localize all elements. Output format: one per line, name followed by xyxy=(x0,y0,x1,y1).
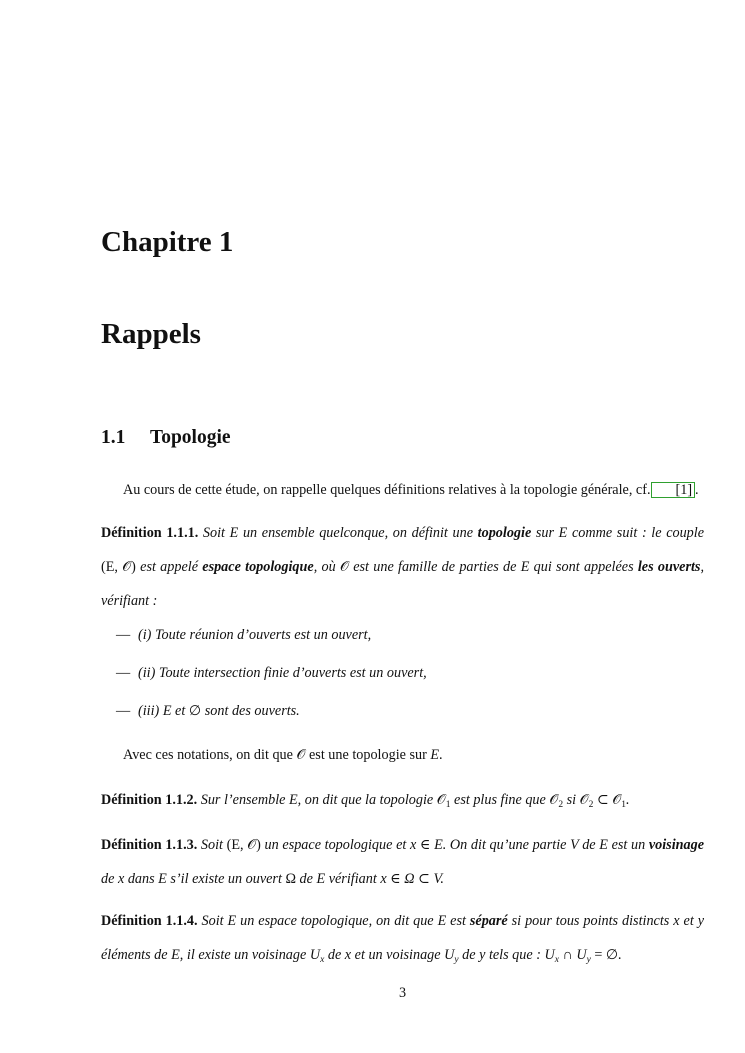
intro-paragraph: Au cours de cette étude, on rappelle quelques définitions relatives à la topologie générale, cf. [1] . xyxy=(123,482,699,498)
term-voisinage: voisinage xyxy=(648,837,705,853)
definition-label: Définition 1.1.4. xyxy=(101,913,198,929)
chapter-label: Chapitre 1 xyxy=(101,226,234,258)
chapter-title: Rappels xyxy=(101,318,201,350)
citation-link[interactable]: [1] xyxy=(651,482,696,498)
definition-1-1-4: Définition 1.1.4. Soit E un espace topologique, on dit que E est séparé si pour tous points distincts x et y éléments de E, il existe un voisinage $U_x$ de x et un voisinage $U_y$ de y tels que : $U_x$ ∩ $U_y$ = ∅. xyxy=(101,913,705,965)
list-item: — (iii) E et ∅ sont des ouverts. xyxy=(116,703,300,719)
list-item: — (i) Toute réunion d’ouverts est un ouvert, xyxy=(116,627,372,643)
page-number: 3 xyxy=(398,985,407,1001)
section-heading xyxy=(101,427,231,449)
term-topologie: topologie xyxy=(477,525,532,541)
definition-1-1-3: Définition 1.1.3. Soit (E, 𝒪) un espace topologique et x ∈ E. On dit qu’une partie V de E est un voisinage de x dans E s’il existe un ouvert Ω de E vérifiant x ∈ Ω ⊂ V. xyxy=(101,837,705,887)
note-paragraph: Avec ces notations, on dit que 𝒪 est une topologie sur E. xyxy=(123,747,443,763)
definition-1-1-1: Définition 1.1.1. Soit E un ensemble quelconque, on définit une topologie sur E comme suit : le couple (E, 𝒪) est appelé espace topologique, où 𝒪 est une famille de parties de E qui sont appelées les ouverts, vérifiant : xyxy=(101,525,705,609)
section-number: 1.1 xyxy=(101,427,126,448)
term-espace-topologique: espace topologique xyxy=(202,559,314,575)
definition-label: Définition 1.1.2. xyxy=(101,792,198,808)
list-item: — (ii) Toute intersection finie d’ouverts est un ouvert, xyxy=(116,665,427,681)
definition-label: Définition 1.1.3. xyxy=(101,837,198,853)
section-title: Topologie xyxy=(150,427,231,448)
definition-label: Définition 1.1.1. xyxy=(101,525,199,541)
definition-1-1-2: Définition 1.1.2. Sur l’ensemble E, on dit que la topologie 𝒪$_1$ est plus fine que 𝒪$_2$ si 𝒪$_2$ ⊂ 𝒪$_1$. xyxy=(101,792,630,810)
term-separe: séparé xyxy=(469,913,508,929)
term-les-ouverts: les ouverts xyxy=(637,559,701,575)
